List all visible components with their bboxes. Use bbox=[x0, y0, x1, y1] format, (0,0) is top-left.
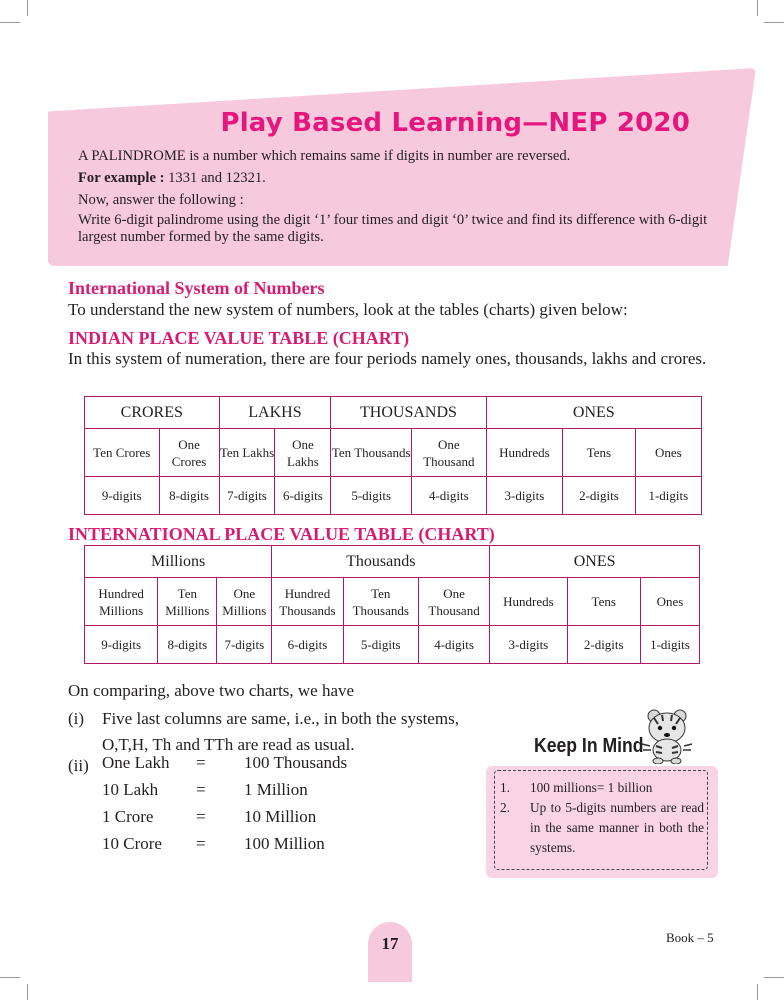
place-cell: One Crores bbox=[159, 429, 219, 477]
place-cell: Ten Lakhs bbox=[219, 429, 275, 477]
place-cell: Hundred Millions bbox=[85, 578, 158, 626]
digits-cell: 4-digits bbox=[412, 477, 487, 515]
place-cell: Ten Millions bbox=[158, 578, 217, 626]
example-value: 1331 and 12321. bbox=[164, 170, 266, 186]
indian-intro: In this system of numeration, there are four periods namely ones, thousands, lakhs and crores. bbox=[68, 349, 707, 368]
digits-cell: 7-digits bbox=[217, 626, 272, 664]
crop-mark bbox=[0, 22, 20, 23]
comparison-intro: On comparing, above two charts, we have bbox=[68, 681, 355, 700]
book-label: Book – 5 bbox=[666, 930, 714, 945]
banner-line: Now, answer the following : bbox=[78, 192, 244, 208]
period-cell: THOUSANDS bbox=[331, 397, 486, 429]
indian-heading: INDIAN PLACE VALUE TABLE (CHART) bbox=[68, 328, 410, 348]
digits-cell: 5-digits bbox=[331, 477, 412, 515]
period-cell: Millions bbox=[85, 546, 272, 578]
digits-cell: 8-digits bbox=[159, 477, 219, 515]
digits-cell: 2-digits bbox=[563, 477, 635, 515]
item-text: Up to 5-digits numbers are read in the same manner in both the systems. bbox=[530, 800, 704, 855]
tiger-mascot-icon bbox=[640, 706, 696, 764]
section-intro: To understand the new system of numbers, look at the tables (charts) given below: bbox=[68, 300, 628, 319]
indian-place-value-table bbox=[84, 396, 702, 515]
place-cell: Hundred Thousands bbox=[272, 578, 343, 626]
place-cell: Hundreds bbox=[486, 429, 563, 477]
period-cell: LAKHS bbox=[219, 397, 331, 429]
digits-cell: 1-digits bbox=[640, 626, 699, 664]
keep-in-mind-title: Keep In Mind bbox=[534, 735, 644, 757]
banner-text bbox=[78, 146, 728, 247]
digits-cell: 3-digits bbox=[486, 477, 563, 515]
banner-line: Write 6-digit palindrome using the digit ‘1’ four times and digit ‘0’ twice and find its difference with 6-digit largest number formed by the same digits. bbox=[78, 212, 708, 245]
eq-sign: = bbox=[196, 753, 206, 772]
eq-left: 10 Lakh bbox=[102, 780, 159, 799]
eq-left: 10 Crore bbox=[102, 834, 162, 853]
digits-cell: 5-digits bbox=[343, 626, 418, 664]
crop-mark bbox=[0, 977, 20, 978]
page-number: 17 bbox=[381, 934, 399, 953]
place-cell: Ten Thousands bbox=[343, 578, 418, 626]
item-text: 100 millions= 1 billion bbox=[530, 780, 653, 795]
place-cell: Ten Crores bbox=[85, 429, 160, 477]
period-cell: ONES bbox=[486, 397, 701, 429]
item-number: 2. bbox=[500, 800, 510, 815]
place-cell: Hundreds bbox=[490, 578, 567, 626]
eq-sign: = bbox=[196, 780, 206, 799]
banner-line: A PALINDROME is a number which remains same if digits in number are reversed. bbox=[78, 148, 571, 164]
keep-in-mind-item bbox=[500, 778, 704, 798]
equality-row bbox=[102, 780, 382, 806]
equality-row bbox=[102, 807, 382, 833]
eq-right: 10 Million bbox=[244, 807, 317, 826]
digits-cell: 9-digits bbox=[85, 477, 160, 515]
period-cell: Thousands bbox=[272, 546, 490, 578]
equality-row bbox=[102, 753, 382, 779]
digits-cell: 8-digits bbox=[158, 626, 217, 664]
digits-cell: 4-digits bbox=[418, 626, 489, 664]
eq-sign: = bbox=[196, 834, 206, 853]
digits-cell: 6-digits bbox=[275, 477, 331, 515]
example-label: For example : bbox=[78, 170, 165, 186]
digits-cell: 9-digits bbox=[85, 626, 158, 664]
place-cell: Tens bbox=[567, 578, 640, 626]
crop-mark bbox=[764, 22, 784, 23]
eq-left: 1 Crore bbox=[102, 807, 154, 826]
period-cell: ONES bbox=[490, 546, 700, 578]
digits-cell: 7-digits bbox=[219, 477, 275, 515]
eq-right: 1 Million bbox=[244, 780, 308, 799]
item-number: 1. bbox=[500, 780, 510, 795]
place-cell: One Thousand bbox=[418, 578, 489, 626]
place-cell: One Millions bbox=[217, 578, 272, 626]
list-text: Five last columns are same, i.e., in both the systems, O,T,H, Th and TTh are read as usual. bbox=[102, 709, 459, 754]
banner-title: Play Based Learning—NEP 2020 bbox=[220, 108, 690, 138]
banner-example bbox=[78, 168, 728, 189]
international-heading: INTERNATIONAL PLACE VALUE TABLE (CHART) bbox=[68, 524, 495, 544]
eq-sign: = bbox=[196, 807, 206, 826]
crop-mark bbox=[757, 984, 758, 1000]
crop-mark bbox=[27, 984, 28, 1000]
digits-cell: 6-digits bbox=[272, 626, 343, 664]
list-number: (i) bbox=[68, 709, 85, 728]
place-cell: Ten Thousands bbox=[331, 429, 412, 477]
international-place-value-table bbox=[84, 545, 700, 664]
crop-mark bbox=[757, 0, 758, 16]
place-cell: Tens bbox=[563, 429, 635, 477]
eq-right: 100 Million bbox=[244, 834, 325, 853]
crop-mark bbox=[27, 0, 28, 16]
eq-left: One Lakh bbox=[102, 753, 170, 772]
keep-in-mind-item bbox=[500, 798, 704, 858]
crop-mark bbox=[764, 977, 784, 978]
list-number: (ii) bbox=[68, 756, 89, 775]
place-cell: One Lakhs bbox=[275, 429, 331, 477]
section-heading: International System of Numbers bbox=[68, 278, 325, 298]
place-cell: One Thousand bbox=[412, 429, 487, 477]
digits-cell: 3-digits bbox=[490, 626, 567, 664]
eq-right: 100 Thousands bbox=[244, 753, 348, 772]
place-cell: Ones bbox=[635, 429, 701, 477]
place-cell: Ones bbox=[640, 578, 699, 626]
period-cell: CRORES bbox=[85, 397, 220, 429]
digits-cell: 2-digits bbox=[567, 626, 640, 664]
equality-row bbox=[102, 834, 382, 860]
digits-cell: 1-digits bbox=[635, 477, 701, 515]
